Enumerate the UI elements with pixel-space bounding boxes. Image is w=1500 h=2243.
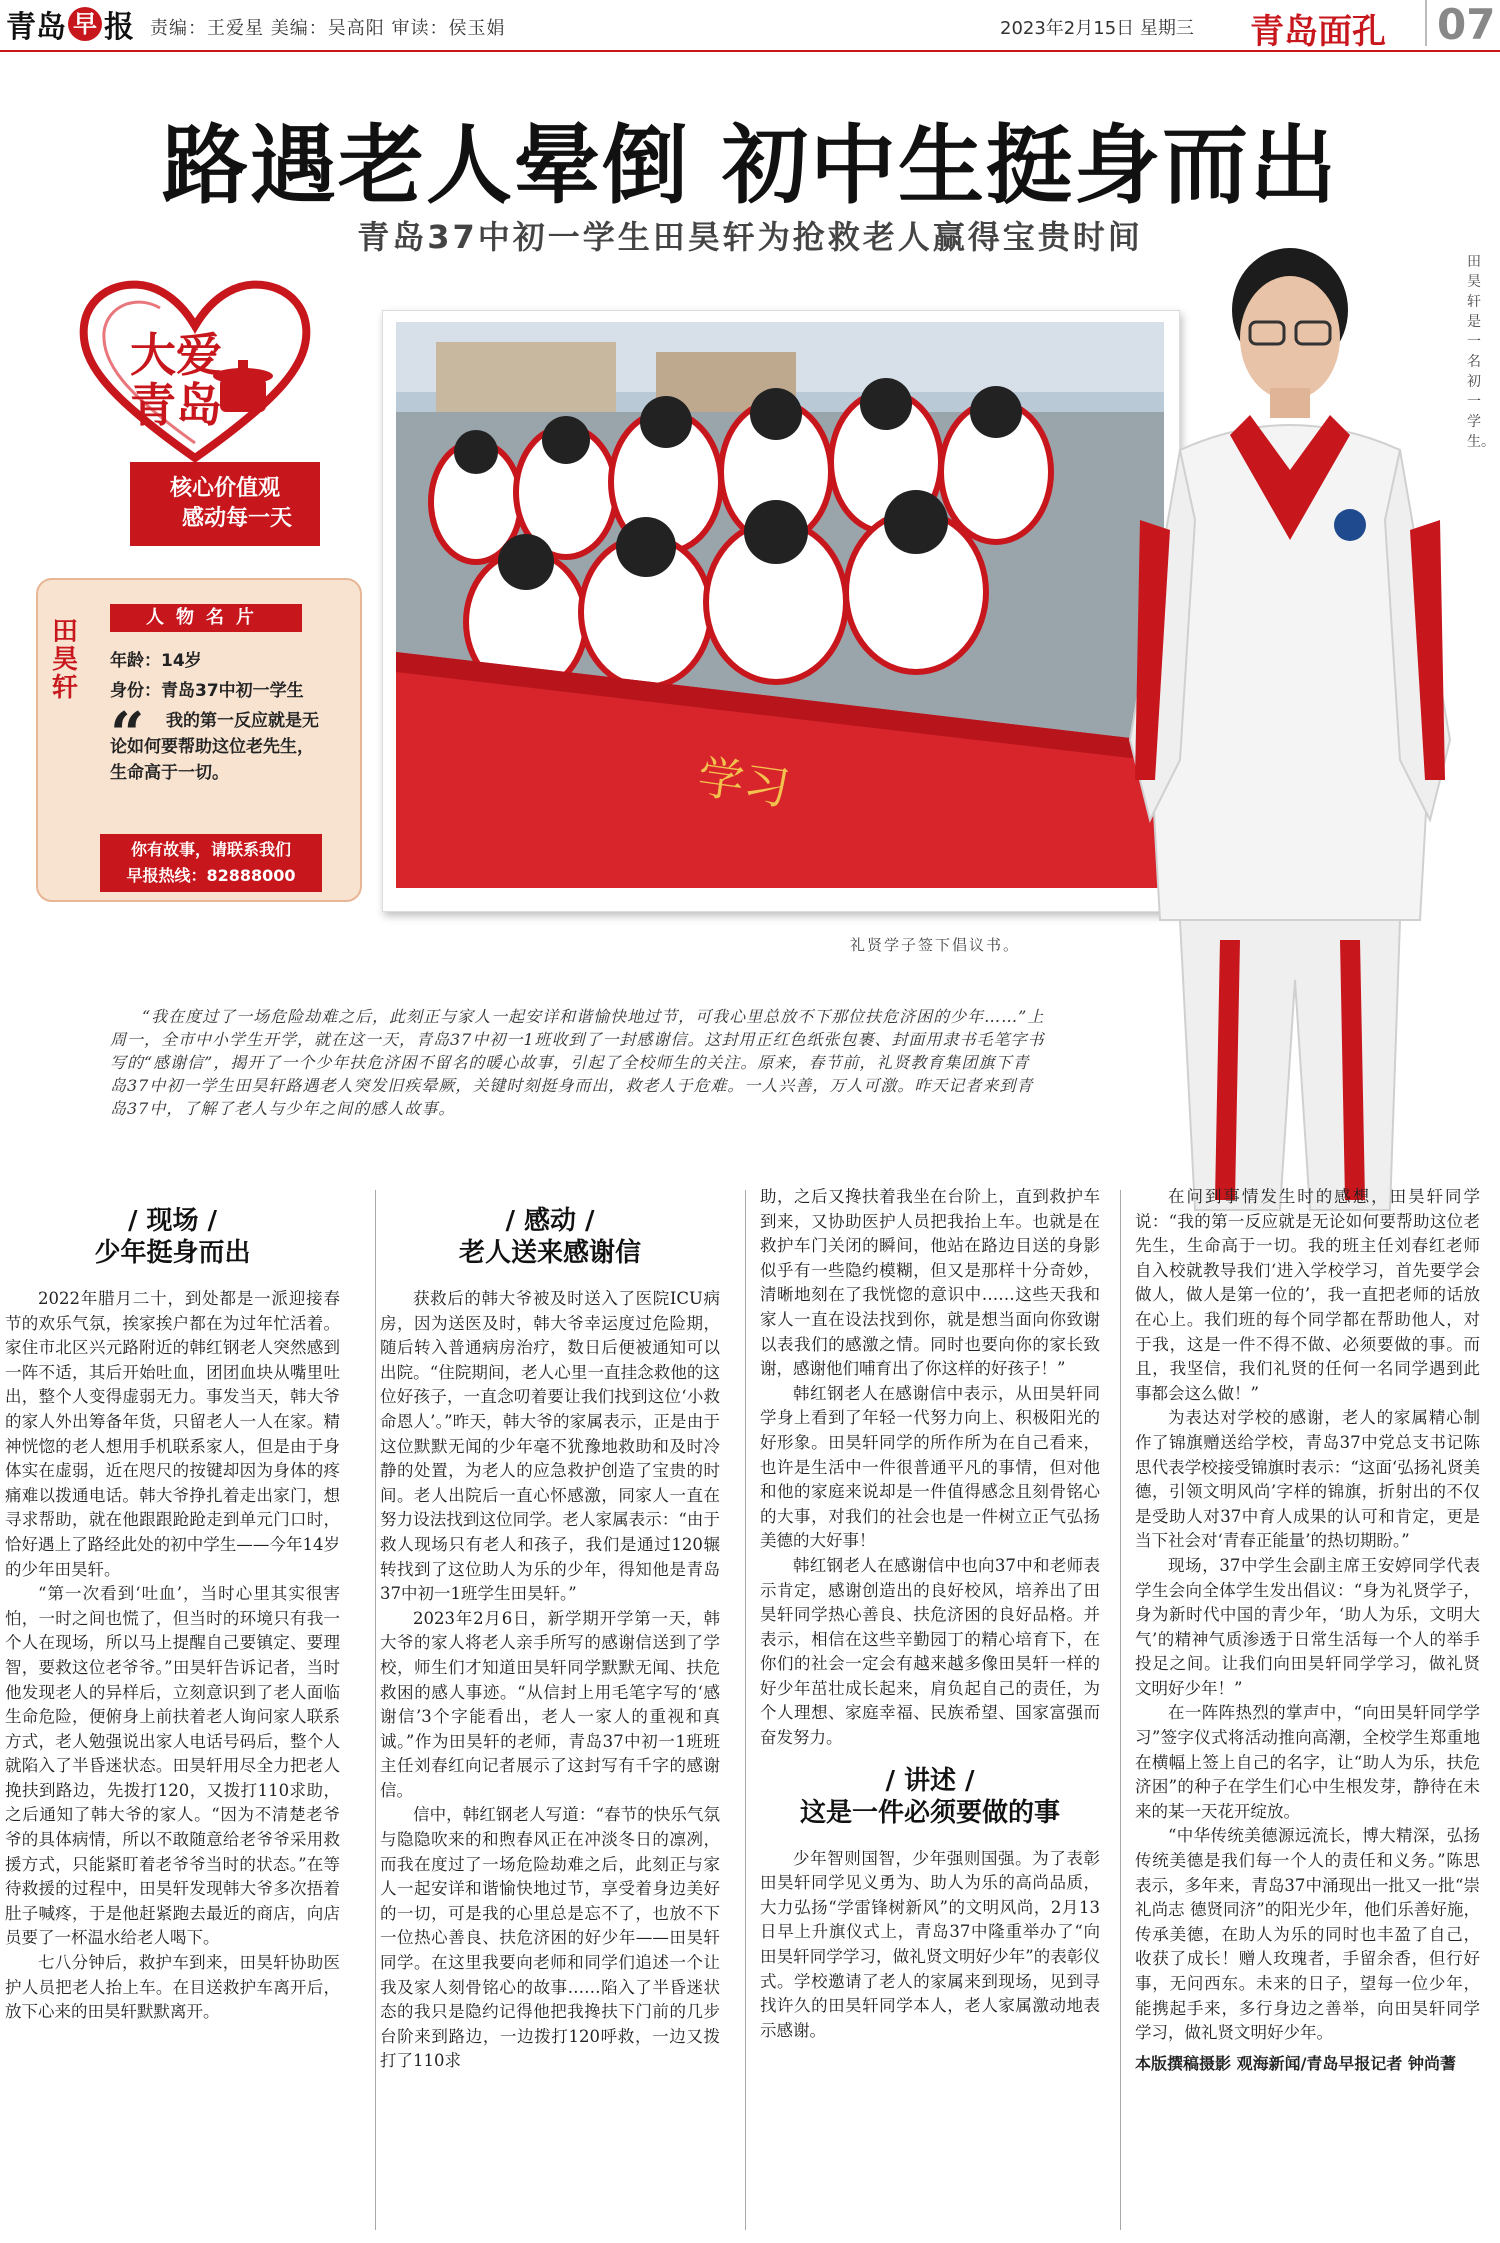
body-paragraph: “第一次看到‘吐血’，当时心里其实很害怕，一时之间也慌了，但当时的环境只有我一个人在现场，所以马上提醒自己要镇定、要理智，要救这位老爷爷。”田昊轩告诉记者，当时他发现老人的异样后，立刻意识到了老人面临生命危险，便俯身上前扶着老人询问家人联系方式，老人勉强说出家人电话号码后，整个人就陷入了半昏迷状态。田昊轩用尽全力把老人挽扶到路边，先拨打120，又拨打110求助，之后通知了韩大爷的家人。“因为不清楚老爷爷的具体病情，所以不敢随意给老爷爷采用救援方式，只能紧盯着老爷爷当时的状态。”在等待救援的过程中，田昊轩发现韩大爷多次捂着肚子喊疼，于是他赶紧跑去最近的商店，向店员要了一杯温水给老人喝下。 [5, 1584, 340, 1948]
photo-caption: 礼贤学子签下倡议书。 [850, 936, 1021, 954]
column-3 [760, 1185, 1100, 2043]
section-title: 少年挺身而出 [94, 1238, 251, 1268]
body-paragraph: 为表达对学校的感谢，老人的家属精心制作了锦旗赠送给学校，青岛37中党总支书记陈思代表学校接受锦旗时表示：“这面‘弘扬礼贤美德，引领文明风尚’字样的锦旗，折射出的不仅是受助人对37中育人成果的认可和肯定，更是当下社会对‘青春正能量’的热切期盼。” [1135, 1408, 1480, 1551]
profile-name: 田昊轩 [52, 617, 79, 703]
logo-line1: 大爱 [130, 328, 222, 382]
slogan-line2: 感动每一天 [181, 506, 292, 531]
reporter-credit: 本版撰稿摄影 观海新闻/青岛早报记者 钟尚蓍 [1135, 2053, 1456, 2073]
masthead-logo [6, 6, 134, 45]
editor-credits: 责编：王爱星 美编：吴高阳 审读：侯玉娟 [150, 18, 506, 39]
slogan-line1: 核心价值观 [169, 476, 280, 501]
body-paragraph: 韩红钢老人在感谢信中也向37中和老师表示肯定，感谢创造出的良好校风，培养出了田昊轩同学热心善良、扶危济困的良好品格。并表示，相信在这些辛勤园丁的精心培育下，在你们的社会一定会有越来越多像田昊轩一样的好少年茁壮成长起来，肩负起自己的责任，为个人理想、家庭幸福、民族希望、国家富强而奋发努力。 [760, 1555, 1100, 1748]
section-title: 这是一件必须要做的事 [799, 1797, 1060, 1828]
logo-line2: 青岛 [130, 378, 222, 432]
section-kicker: / 感动 / [505, 1206, 595, 1236]
contact-line1: 你有故事，请联系我们 [130, 840, 291, 859]
section-title: 老人送来感谢信 [458, 1238, 641, 1268]
body-paragraph: 获救后的韩大爷被及时送入了医院ICU病房，因为送医及时，韩大爷幸运度过危险期，随后转入普通病房治疗，数日后便被通知可以出院。“住院期间，老人心里一直挂念救他的这位好孩子，一直念叨着要让我们找到这位‘小救命恩人’。”昨天，韩大爷的家属表示，正是由于这位默默无闻的少年毫不犹豫地救助和及时冷静的处置，为老人的应急救护创造了宝贵的时间。老人出院后一直心怀感激，同家人一直在努力设法找到这位同学。老人家属表示：“由于救人现场只有老人和孩子，我们是通过120辗转找到了这位助人为乐的少年，得知他是青岛37中初一1班学生田昊轩。” [380, 1289, 720, 1604]
slogan-box [130, 462, 320, 546]
body-paragraph: 助，之后又搀扶着我坐在台阶上，直到救护车到来，又协助医护人员把我抬上车。也就是在救护车门关闭的瞬间，他站在路边目送的身影似乎有一些隐约模糊，但又是那样十分奇妙，清晰地刻在了我恍惚的意识中……这些天我和家人一直在设法找到你，就是想当面向你致谢以表我们的感激之情。同时也要向你的家长致谢，感谢他们哺育出了你这样的好孩子！” [760, 1187, 1100, 1379]
quote-mark-icon: “ [110, 700, 145, 770]
profile-age: 年龄：14岁 [110, 651, 202, 671]
svg-text:学习: 学习 [694, 749, 794, 816]
body-paragraph: 2022年腊月二十，到处都是一派迎接春节的欢乐气氛，挨家挨户都在为过年忙活着。家住市北区兴元路附近的韩红钢老人突然感到一阵不适，其后开始吐血，团团血块从嘴里吐出，整个人变得虚弱无力。事发当天，韩大爷的家人外出筹备年货，只留老人一人在家。精神恍惚的老人想用手机联系家人，但是由于身体实在虚弱，近在咫尺的按键却因为身体的疼痛难以拨通电话。韩大爷挣扎着走出家门，想寻求帮助，就在他跟跟跄跄走到单元门口时，恰好遇上了路经此处的初中学生——今年14岁的少年田昊轩。 [5, 1289, 340, 1579]
student-portrait [1100, 220, 1480, 1220]
column-1 [5, 1185, 340, 2025]
body-paragraph: 信中，韩红钢老人写道：“春节的快乐气氛与隐隐吹来的和煦春风正在冲淡冬日的凛冽，而我在度过了一场危险劫难之后，此刻正与家人一起安详和谐愉快地过节，享受着身边美好的一切，可是我的心里总是忘不了，也放不下一位热心善良、扶危济困的好少年——田昊轩同学。在这里我要向老师和同学们追述一个让我及家人刻骨铭心的故事……陷入了半昏迷状态的我只是隐约记得他把我搀扶下门前的几步台阶来到路边，一边拨打120呼救，一边又拨打了110求 [380, 1805, 720, 2071]
column-4 [1135, 1185, 1480, 2076]
masthead-zao: 早 [68, 7, 102, 41]
portrait-caption: 田昊轩是一名初一学生。 [1467, 254, 1495, 450]
body-paragraph: 在问到事情发生时的感想，田昊轩同学说：“我的第一反应就是无论如何要帮助这位老先生，生命高于一切。我的班主任刘春红老师自入校就教导我们‘进入学校学习，首先要学会做人，做人是第一位的’，我一直把老师的话放在心上。我们班的每个同学都在帮助他人，对于我，这是一件不得不做、必须要做的事。而且，我坚信，我们礼贤的任何一名同学遇到此事都会这么做！” [1135, 1187, 1480, 1403]
contact-hotline: 早报热线：82888000 [126, 866, 296, 885]
body-paragraph: 韩红钢老人在感谢信中表示，从田昊轩同学身上看到了年轻一代努力向上、积极阳光的好形象。田昊轩同学的所作所为在自己看来，也许是生活中一件很普通平凡的事情，但对他和他的家庭来说却是一件值得感念且刻骨铭心的大事，对我们的社会也是一件树立正气弘扬美德的大好事！ [760, 1383, 1100, 1551]
column-rule [1120, 1190, 1121, 2230]
headline: 路遇老人晕倒 初中生挺身而出 [162, 116, 1338, 216]
profile-identity: 身份：青岛37中初一学生 [110, 681, 304, 701]
signing-ceremony-photo [396, 322, 1164, 888]
masthead-right: 报 [104, 10, 134, 45]
section-name: 青岛面孔 [1250, 12, 1386, 52]
profile-quote: 我的第一反应就是无论如何要帮助这位老先生，生命高于一切。 [110, 711, 319, 783]
body-paragraph: 在一阵阵热烈的掌声中，“向田昊轩同学学习”签字仪式将活动推向高潮，全校学生郑重地在横幅上签上自己的名字，让“助人为乐，扶危济困”的种子在学生们心中生根发芽，静待在未来的某一天花开绽放。 [1135, 1703, 1480, 1821]
body-paragraph: “中华传统美德源远流长，博大精深，弘扬传统美德是我们每一个人的责任和义务。”陈思表示，多年来，青岛37中涌现出一批又一批“崇礼尚志 德贤同济”的阳光少年，他们乐善好施，传承美德，在助人为乐的同时也丰盈了自己，收获了成长！赠人玫瑰者，手留余香，但行好事，无问西东。未来的日子，望每一位少年，能携起手来，多行身边之善举，向田昊轩同学学习，做礼贤文明好少年。 [1135, 1826, 1480, 2043]
body-paragraph: 2023年2月6日，新学期开学第一天，韩大爷的家人将老人亲手所写的感谢信送到了学校，师生们才知道田昊轩同学默默无闻、扶危救困的感人事迹。“从信封上用毛笔字写的‘感谢信’3个字能看出，老人一家人的重视和真诚。”作为田昊轩的老师，青岛37中初一1班班主任刘春红向记者展示了这封写有千字的感谢信。 [380, 1608, 720, 1800]
profile-label: 人物名片 [110, 604, 302, 632]
article-intro: “我在度过了一场危险劫难之后，此刻正与家人一起安详和谐愉快地过节，可我心里总放不下那位扶危济困的少年……”上周一，全市中小学生开学，就在这一天，青岛37中初一1班收到了一封感谢信。这封用正红色纸张包裹、封面用隶书毛笔字书写的“感谢信”，揭开了一个少年扶危济困不留名的暖心故事，引起了全校师生的关注。原来，春节前，礼贤教育集团旗下青岛37中初一学生田昊轩路遇老人突发旧疾晕厥，关键时刻挺身而出，救老人于危难。一人兴善，万人可激。昨天记者来到青岛37中，了解了老人与少年之间的感人故事。 [110, 1007, 1045, 1118]
contact-box [100, 834, 322, 892]
body-paragraph: 七八分钟后，救护车到来，田昊轩协助医护人员把老人抬上车。在目送救护车离开后，放下心来的田昊轩默默离开。 [5, 1953, 340, 2022]
column-2 [380, 1185, 720, 2074]
body-paragraph: 少年智则国智，少年强则国强。为了表彰田昊轩同学见义勇为、助人为乐的高尚品质，大力弘扬“学雷锋树新风”的文明风尚，2月13日早上升旗仪式上，青岛37中隆重举办了“向田昊轩同学学习，做礼贤文明好少年”的表彰仪式。学校邀请了老人的家属来到现场，见到寻找许久的田昊轩同学本人，老人家属激动地表示感谢。 [760, 1848, 1100, 2040]
section-kicker: / 讲述 / [885, 1765, 975, 1796]
body-paragraph: 现场，37中学生会副主席王安婷同学代表学生会向全体学生发出倡议：“身为礼贤学子，身为新时代中国的青少年，‘助人为乐，文明大气’的精神气质渗透于日常生活每一个人的举手投足之间。让我们向田昊轩同学学习，做礼贤文明好少年！” [1135, 1555, 1480, 1698]
column-rule [745, 1190, 746, 2230]
page-number: 07 [1425, 0, 1495, 46]
issue-date: 2023年2月15日 星期三 [1000, 18, 1194, 39]
masthead-left: 青岛 [6, 10, 66, 45]
section-kicker: / 现场 / [127, 1206, 218, 1236]
column-rule [375, 1190, 376, 2230]
subheadline: 青岛37中初一学生田昊轩为抢救老人赢得宝贵时间 [357, 218, 1143, 256]
logo-text [130, 330, 222, 430]
